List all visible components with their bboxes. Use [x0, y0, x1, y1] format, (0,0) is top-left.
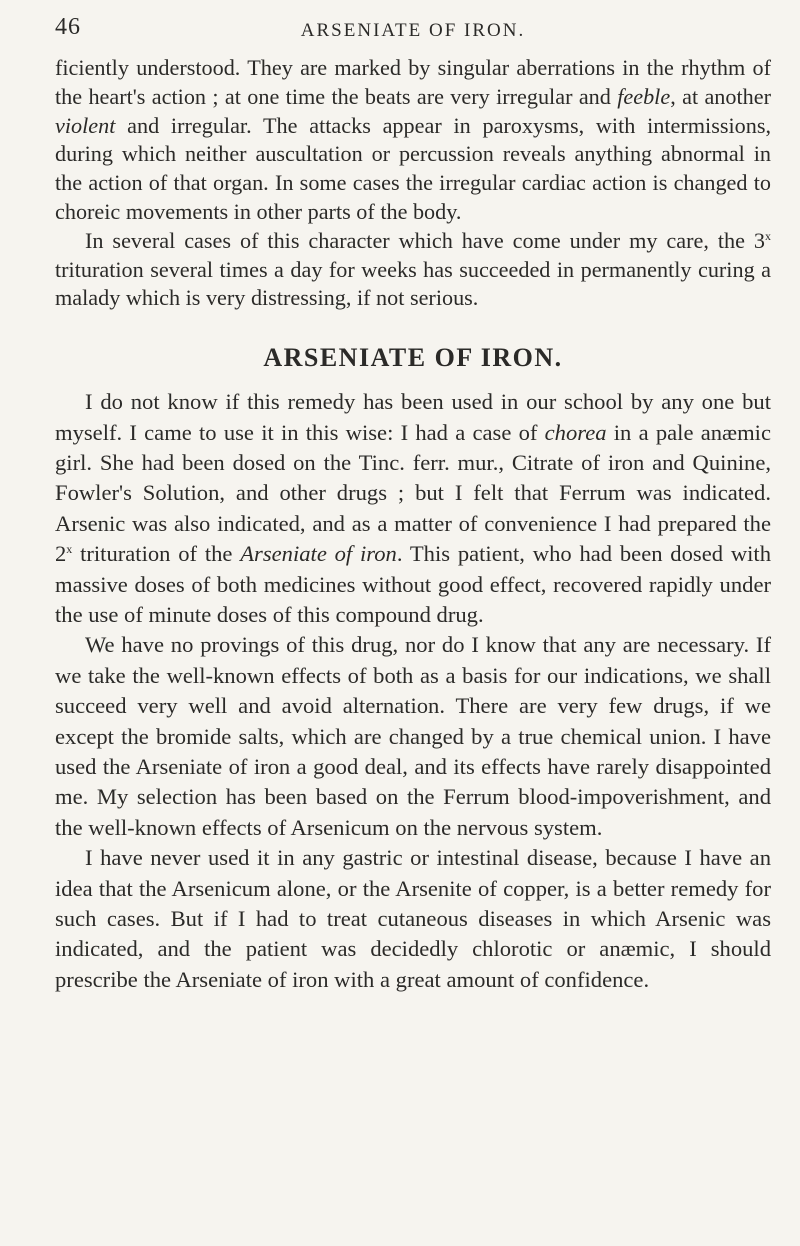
superscript-mark: x	[66, 542, 73, 557]
italic-phrase: violent	[55, 112, 116, 138]
paragraph-gastric	[55, 843, 771, 995]
page-number: 46	[55, 14, 81, 40]
book-page	[55, 14, 771, 995]
text-run: trituration of the	[72, 541, 241, 567]
paragraph-chorea-case	[55, 387, 771, 630]
top-text	[55, 54, 771, 313]
section-heading: ARSENIATE OF IRON.	[263, 343, 563, 373]
text-run: . This patient, who had been dosed with massive doses of both medicines without good effect, recovered rapidly under the use of minute doses of this compound drug.	[55, 541, 771, 628]
paragraph-provings	[55, 630, 771, 843]
text-run: trituration several times a day for weeks has succeeded in permanently curing a malady which is very distressing, if not serious.	[55, 256, 771, 311]
text-run: in a pale anæmic girl. She had been dosed on the Tinc. ferr. mur., Citrate of iron and Quinine, Fowler's Solution, and other drugs ; but I felt that Ferrum was indicated. Arsenic was also indicated, and as a matter of convenience I had prepared the 2	[55, 419, 771, 567]
text-run: ficiently understood. They are marked by singular aberrations in the rhythm of the heart's action ; at one time the beats are very irregular and	[55, 55, 771, 109]
paragraph-continuation	[55, 54, 771, 227]
running-title: ARSENIATE OF IRON.	[300, 20, 526, 41]
paragraph-trituration	[55, 227, 771, 313]
section-text	[55, 387, 771, 995]
text-run: In several cases of this character which have come under my care, the 3	[85, 227, 765, 253]
italic-phrase: chorea	[544, 419, 607, 445]
text-run: I have never used it in any gastric or intestinal disease, because I have an idea that the Arsenicum alone, or the Arsenite of copper, is a better remedy for such cases. But if I had to treat cutaneous diseases in which Arsenic was indicated, and the patient was decidedly chlorotic or anæmic, I should prescribe the Arseniate of iron with a great amount of confidence.	[55, 845, 771, 992]
superscript-mark: x	[765, 228, 771, 243]
text-run: I do not know if this remedy has been used in our school by any one but myself. I came to use it in this wise: I had a case of	[55, 389, 771, 445]
text-run: , at another	[670, 83, 771, 109]
text-run: We have no provings of this drug, nor do I know that any are necessary. If we take the well-known effects of both as a basis for our indications, we shall succeed very well and avoid alternation. There are very few drugs, if we except the bromide salts, which are changed by a true chemical union. I have used the Arseniate of iron a good deal, and its effects have rarely disappointed me. My selection has been based on the Ferrum blood-impoverishment, and the well-known effects of Arsenicum on the nervous system.	[55, 632, 771, 840]
text-run: and irregular. The attacks appear in paroxysms, with intermissions, during which neither auscultation or percussion reveals anything abnormal in the action of that organ. In some cases the irregular cardiac action is changed to choreic movements in other parts of the body.	[55, 112, 771, 224]
italic-phrase: Arseniate of iron	[240, 541, 397, 567]
running-head	[55, 14, 771, 54]
italic-phrase: feeble	[617, 83, 671, 109]
